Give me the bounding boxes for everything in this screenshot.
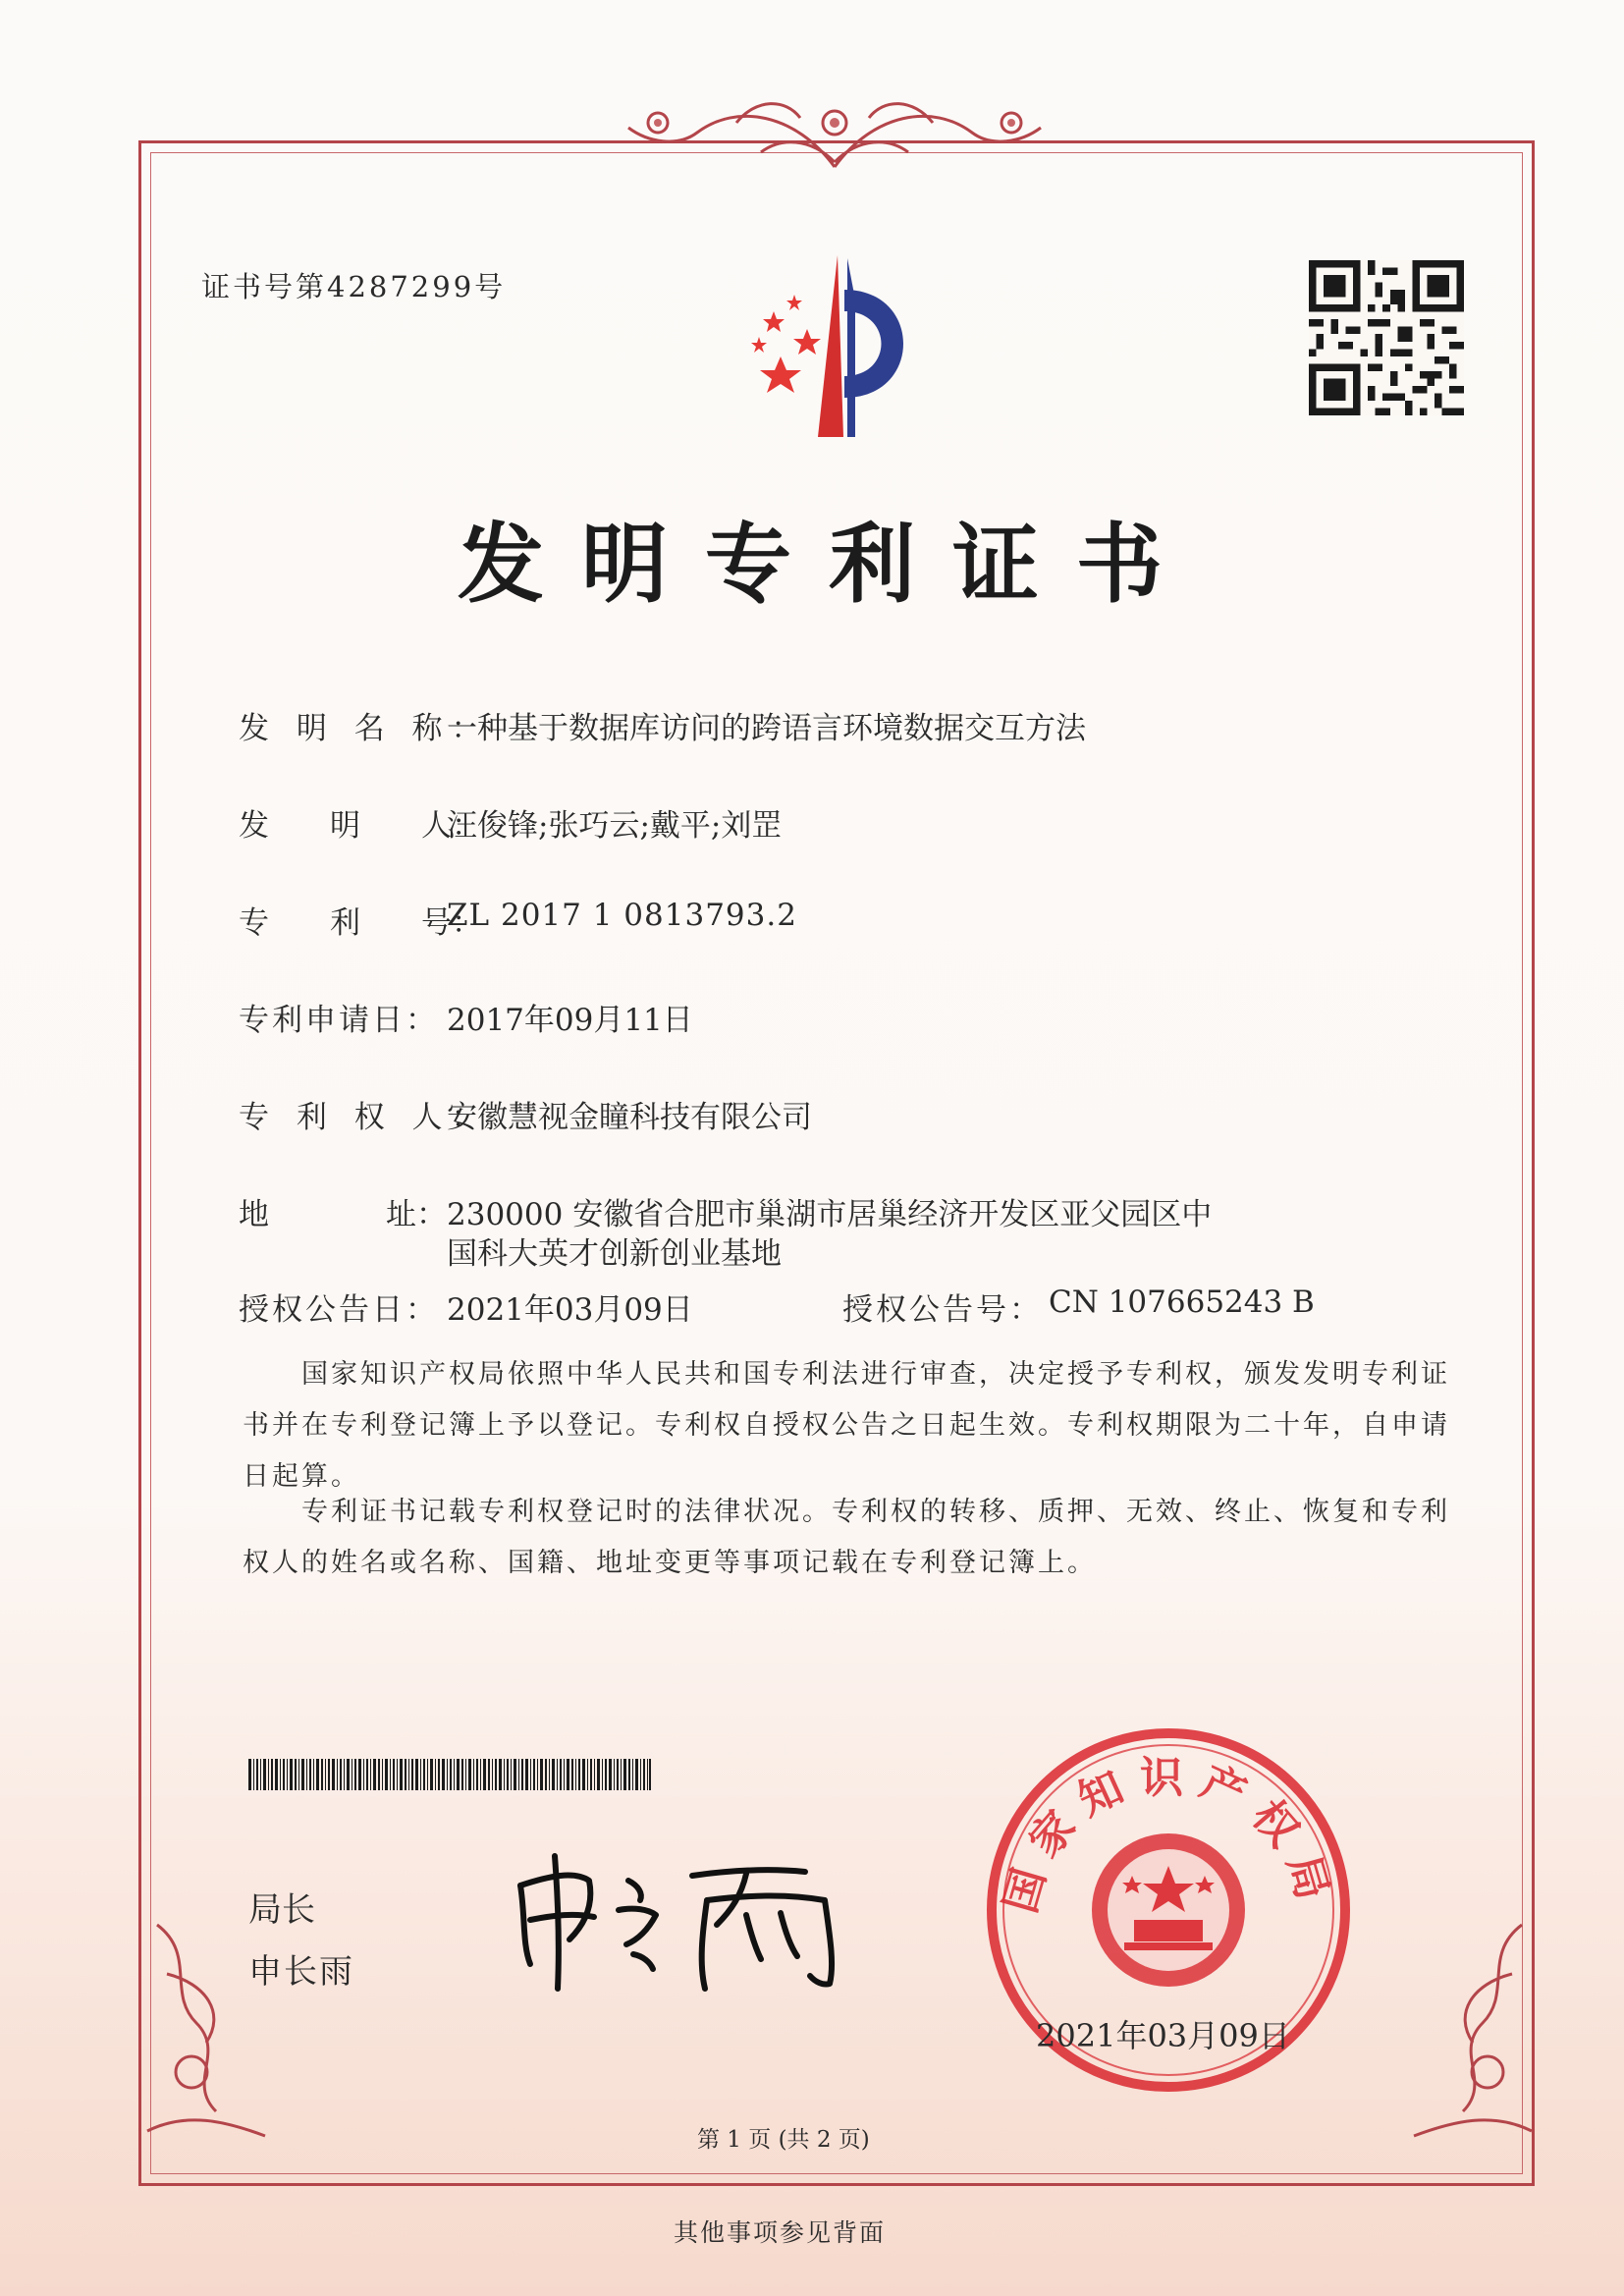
filing-date-label: 专利申请日： bbox=[239, 1003, 439, 1038]
address-line-1: 230000 安徽省合肥市巢湖市居巢经济开发区亚父园区中 bbox=[447, 1197, 1213, 1232]
grant-date-value: 2021年03月09日 bbox=[447, 1292, 693, 1328]
grant-date-label: 授权公告日： bbox=[239, 1292, 439, 1328]
inventors-label: 发 明 人： bbox=[239, 808, 482, 844]
director-signature bbox=[511, 1846, 864, 1994]
footer-note: 其他事项参见背面 bbox=[674, 2218, 887, 2247]
patent-number-value: ZL 2017 1 0813793.2 bbox=[447, 898, 797, 933]
address-label-suffix: 址： bbox=[386, 1197, 447, 1232]
seal-date: 2021年03月09日 bbox=[1036, 2017, 1290, 2054]
page-indicator: 第 1 页 (共 2 页) bbox=[697, 2127, 870, 2153]
director-name: 申长雨 bbox=[248, 1952, 354, 1992]
seal-text: 国家知识产权局 bbox=[995, 1753, 1342, 1919]
qr-code bbox=[1309, 260, 1464, 415]
patentee-label: 专 利 权 人： bbox=[239, 1100, 491, 1135]
address-label-char: 地 bbox=[239, 1197, 269, 1232]
patentee-value: 安徽慧视金瞳科技有限公司 bbox=[447, 1100, 812, 1135]
certificate-number: 证书号第4287299号 bbox=[201, 270, 507, 303]
legal-paragraph-2: 专利证书记载专利权登记时的法律状况。专利权的转移、质押、无效、终止、恢复和专利权人的姓名或名称、国籍、地址变更等事项记载在专利登记簿上。 bbox=[243, 1497, 1450, 1578]
director-title: 局长 bbox=[248, 1890, 315, 1930]
grant-number-value: CN 107665243 B bbox=[1049, 1285, 1315, 1320]
certificate-title: 发明专利证书 bbox=[458, 513, 1201, 615]
bottom-right-ornament bbox=[1394, 1915, 1542, 2141]
cnipa-logo bbox=[712, 250, 957, 442]
legal-paragraph-1: 国家知识产权局依照中华人民共和国专利法进行审查，决定授予专利权，颁发发明专利证书并在专利登记簿上予以登记。专利权自授权公告之日起生效。专利权期限为二十年，自申请日起算。 bbox=[243, 1359, 1450, 1492]
inventors-value: 汪俊锋;张巧云;戴平;刘罡 bbox=[447, 808, 783, 844]
patent-number-label: 专 利 号： bbox=[239, 905, 482, 941]
invention-name-value: 一种基于数据库访问的跨语言环境数据交互方法 bbox=[447, 711, 1086, 746]
grant-number-label: 授权公告号： bbox=[842, 1292, 1043, 1328]
invention-name-label: 发 明 名 称： bbox=[239, 711, 491, 746]
top-ornament bbox=[589, 93, 1080, 182]
filing-date-value: 2017年09月11日 bbox=[447, 1003, 693, 1038]
address-line-2: 国科大英才创新创业基地 bbox=[447, 1236, 782, 1272]
barcode bbox=[248, 1759, 651, 1790]
